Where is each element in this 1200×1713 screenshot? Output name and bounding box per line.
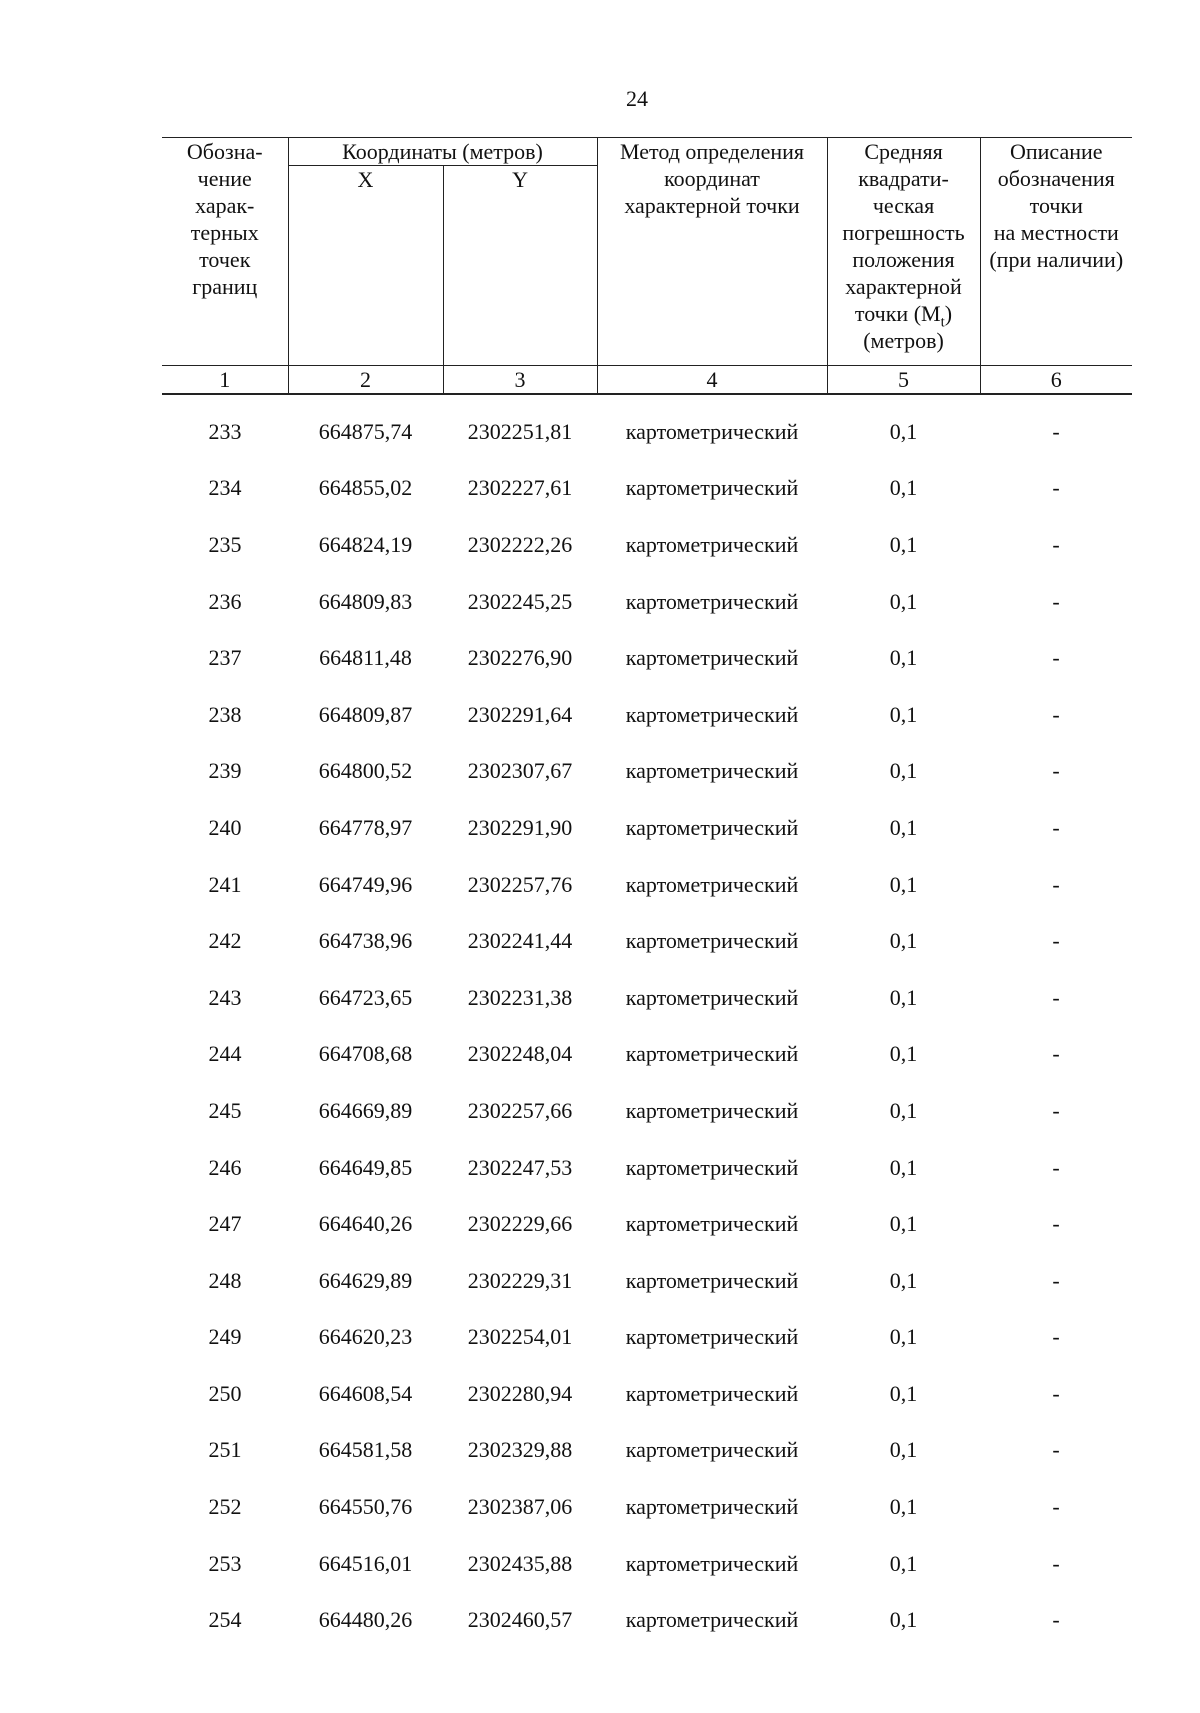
cell-method: картометрический bbox=[625, 1494, 799, 1520]
cell-x-coordinate: 664608,54 bbox=[318, 1380, 413, 1406]
cell-error: 0,1 bbox=[889, 984, 918, 1010]
cell-method: картометрический bbox=[625, 418, 799, 444]
cell-y-coordinate: 2302460,57 bbox=[467, 1607, 573, 1633]
cell-description: - bbox=[1052, 871, 1060, 897]
cell-method: картометрический bbox=[625, 814, 799, 840]
table-row bbox=[162, 1082, 1132, 1139]
cell-method: картометрический bbox=[625, 475, 799, 501]
cell-y-coordinate: 2302329,88 bbox=[467, 1437, 573, 1463]
cell-y-coordinate: 2302280,94 bbox=[467, 1380, 573, 1406]
column-number: 5 bbox=[827, 366, 980, 395]
table-row bbox=[162, 1422, 1132, 1479]
cell-method: картометрический bbox=[625, 1041, 799, 1067]
table-row bbox=[162, 856, 1132, 913]
cell-x-coordinate: 664855,02 bbox=[318, 475, 413, 501]
table-row bbox=[162, 460, 1132, 517]
cell-error: 0,1 bbox=[889, 1607, 918, 1633]
cell-point-number: 244 bbox=[208, 1041, 242, 1067]
cell-point-number: 239 bbox=[208, 758, 242, 784]
cell-description: - bbox=[1052, 1437, 1060, 1463]
cell-x-coordinate: 664824,19 bbox=[318, 531, 413, 557]
cell-description: - bbox=[1052, 1211, 1060, 1237]
cell-point-number: 250 bbox=[208, 1380, 242, 1406]
cell-x-coordinate: 664749,96 bbox=[318, 871, 413, 897]
cell-description: - bbox=[1052, 475, 1060, 501]
table-row bbox=[162, 1139, 1132, 1196]
column-number: 4 bbox=[597, 366, 827, 395]
coordinates-table bbox=[162, 137, 1132, 1648]
table-row bbox=[162, 743, 1132, 800]
cell-error: 0,1 bbox=[889, 1437, 918, 1463]
cell-x-coordinate: 664723,65 bbox=[318, 984, 413, 1010]
cell-description: - bbox=[1052, 1607, 1060, 1633]
cell-x-coordinate: 664809,87 bbox=[318, 701, 413, 727]
cell-description: - bbox=[1052, 1154, 1060, 1180]
cell-point-number: 248 bbox=[208, 1267, 242, 1293]
cell-x-coordinate: 664738,96 bbox=[318, 928, 413, 954]
cell-x-coordinate: 664516,01 bbox=[318, 1550, 413, 1576]
cell-point-number: 242 bbox=[208, 928, 242, 954]
cell-y-coordinate: 2302257,76 bbox=[467, 871, 573, 897]
cell-description: - bbox=[1052, 814, 1060, 840]
cell-error: 0,1 bbox=[889, 1154, 918, 1180]
cell-error: 0,1 bbox=[889, 1211, 918, 1237]
page-number: 24 bbox=[626, 86, 648, 111]
table-header bbox=[162, 138, 1132, 395]
column-numbers-row bbox=[162, 366, 1132, 395]
table-row bbox=[162, 1478, 1132, 1535]
cell-y-coordinate: 2302291,64 bbox=[467, 701, 573, 727]
cell-method: картометрический bbox=[625, 1211, 799, 1237]
table-row bbox=[162, 1535, 1132, 1592]
cell-error: 0,1 bbox=[889, 1041, 918, 1067]
cell-y-coordinate: 2302241,44 bbox=[467, 928, 573, 954]
table-row bbox=[162, 799, 1132, 856]
cell-x-coordinate: 664581,58 bbox=[318, 1437, 413, 1463]
cell-x-coordinate: 664629,89 bbox=[318, 1267, 413, 1293]
cell-method: картометрический bbox=[625, 1380, 799, 1406]
header-method: Метод определения координат характерной точки bbox=[597, 138, 827, 366]
header-coordinates-group: Координаты (метров) bbox=[288, 138, 597, 166]
cell-error: 0,1 bbox=[889, 588, 918, 614]
cell-method: картометрический bbox=[625, 1437, 799, 1463]
cell-y-coordinate: 2302229,31 bbox=[467, 1267, 573, 1293]
cell-x-coordinate: 664550,76 bbox=[318, 1494, 413, 1520]
cell-point-number: 254 bbox=[208, 1607, 242, 1633]
cell-y-coordinate: 2302229,66 bbox=[467, 1211, 573, 1237]
cell-method: картометрический bbox=[625, 871, 799, 897]
table-row bbox=[162, 1365, 1132, 1422]
cell-x-coordinate: 664480,26 bbox=[318, 1607, 413, 1633]
cell-y-coordinate: 2302254,01 bbox=[467, 1324, 573, 1350]
cell-y-coordinate: 2302307,67 bbox=[467, 758, 573, 784]
cell-method: картометрический bbox=[625, 758, 799, 784]
table-row bbox=[162, 912, 1132, 969]
cell-x-coordinate: 664669,89 bbox=[318, 1097, 413, 1123]
cell-error: 0,1 bbox=[889, 1097, 918, 1123]
cell-description: - bbox=[1052, 928, 1060, 954]
cell-description: - bbox=[1052, 1041, 1060, 1067]
cell-error: 0,1 bbox=[889, 1494, 918, 1520]
cell-point-number: 235 bbox=[208, 531, 242, 557]
cell-point-number: 253 bbox=[208, 1550, 242, 1576]
header-x: X bbox=[288, 166, 443, 366]
cell-x-coordinate: 664811,48 bbox=[319, 645, 412, 671]
cell-error: 0,1 bbox=[889, 871, 918, 897]
cell-x-coordinate: 664809,83 bbox=[318, 588, 413, 614]
cell-y-coordinate: 2302387,06 bbox=[467, 1494, 573, 1520]
cell-error: 0,1 bbox=[889, 1267, 918, 1293]
cell-description: - bbox=[1052, 645, 1060, 671]
cell-x-coordinate: 664620,23 bbox=[318, 1324, 413, 1350]
table-row bbox=[162, 686, 1132, 743]
cell-y-coordinate: 2302247,53 bbox=[467, 1154, 573, 1180]
cell-method: картометрический bbox=[625, 1324, 799, 1350]
cell-point-number: 237 bbox=[208, 645, 242, 671]
column-number: 3 bbox=[443, 366, 597, 395]
cell-y-coordinate: 2302222,26 bbox=[467, 531, 573, 557]
cell-error: 0,1 bbox=[889, 645, 918, 671]
cell-error: 0,1 bbox=[889, 1324, 918, 1350]
cell-x-coordinate: 664875,74 bbox=[318, 418, 413, 444]
cell-y-coordinate: 2302291,90 bbox=[467, 814, 573, 840]
cell-description: - bbox=[1052, 588, 1060, 614]
cell-description: - bbox=[1052, 758, 1060, 784]
cell-point-number: 236 bbox=[208, 588, 242, 614]
cell-point-number: 243 bbox=[208, 984, 242, 1010]
table-row bbox=[162, 394, 1132, 460]
cell-x-coordinate: 664640,26 bbox=[318, 1211, 413, 1237]
cell-description: - bbox=[1052, 1380, 1060, 1406]
cell-error: 0,1 bbox=[889, 814, 918, 840]
cell-description: - bbox=[1052, 418, 1060, 444]
cell-y-coordinate: 2302257,66 bbox=[467, 1097, 573, 1123]
cell-y-coordinate: 2302435,88 bbox=[467, 1550, 573, 1576]
cell-method: картометрический bbox=[625, 1550, 799, 1576]
cell-method: картометрический bbox=[625, 645, 799, 671]
column-number: 1 bbox=[162, 366, 288, 395]
cell-y-coordinate: 2302231,38 bbox=[467, 984, 573, 1010]
table-row bbox=[162, 1195, 1132, 1252]
table-row bbox=[162, 1591, 1132, 1648]
cell-error: 0,1 bbox=[889, 928, 918, 954]
cell-error: 0,1 bbox=[889, 758, 918, 784]
table-row bbox=[162, 573, 1132, 630]
table-row bbox=[162, 1309, 1132, 1366]
cell-y-coordinate: 2302227,61 bbox=[467, 475, 573, 501]
cell-description: - bbox=[1052, 1324, 1060, 1350]
cell-error: 0,1 bbox=[889, 1380, 918, 1406]
cell-point-number: 249 bbox=[208, 1324, 242, 1350]
cell-method: картометрический bbox=[625, 1154, 799, 1180]
header-mean-square-error: Средняя квадрати- ческая погрешность положения характерной точки $(M_t)$ (метров) bbox=[827, 138, 980, 366]
cell-point-number: 252 bbox=[208, 1494, 242, 1520]
cell-description: - bbox=[1052, 701, 1060, 727]
cell-point-number: 240 bbox=[208, 814, 242, 840]
cell-y-coordinate: 2302248,04 bbox=[467, 1041, 573, 1067]
cell-description: - bbox=[1052, 531, 1060, 557]
cell-error: 0,1 bbox=[889, 475, 918, 501]
cell-description: - bbox=[1052, 1097, 1060, 1123]
cell-error: 0,1 bbox=[889, 531, 918, 557]
column-number: 6 bbox=[980, 366, 1132, 395]
table-body bbox=[162, 394, 1132, 1648]
cell-description: - bbox=[1052, 1494, 1060, 1520]
cell-y-coordinate: 2302251,81 bbox=[467, 418, 573, 444]
cell-description: - bbox=[1052, 984, 1060, 1010]
column-number: 2 bbox=[288, 366, 443, 395]
table-row bbox=[162, 1252, 1132, 1309]
cell-method: картометрический bbox=[625, 701, 799, 727]
subscript-t: t bbox=[940, 314, 945, 331]
cell-method: картометрический bbox=[625, 1267, 799, 1293]
header-y: Y bbox=[443, 166, 597, 366]
table-row bbox=[162, 969, 1132, 1026]
cell-method: картометрический bbox=[625, 531, 799, 557]
cell-error: 0,1 bbox=[889, 701, 918, 727]
cell-point-number: 246 bbox=[208, 1154, 242, 1180]
cell-x-coordinate: 664800,52 bbox=[318, 758, 413, 784]
cell-method: картометрический bbox=[625, 1607, 799, 1633]
cell-point-number: 245 bbox=[208, 1097, 242, 1123]
cell-x-coordinate: 664778,97 bbox=[318, 814, 413, 840]
cell-error: 0,1 bbox=[889, 1550, 918, 1576]
cell-y-coordinate: 2302245,25 bbox=[467, 588, 573, 614]
cell-point-number: 241 bbox=[208, 871, 242, 897]
cell-point-number: 234 bbox=[208, 475, 242, 501]
cell-x-coordinate: 664708,68 bbox=[318, 1041, 413, 1067]
cell-point-number: 247 bbox=[208, 1211, 242, 1237]
header-point-designation: Обозна- чение харак- терных точек границ bbox=[162, 138, 288, 366]
cell-x-coordinate: 664649,85 bbox=[318, 1154, 413, 1180]
cell-description: - bbox=[1052, 1550, 1060, 1576]
cell-error: 0,1 bbox=[889, 418, 918, 444]
cell-method: картометрический bbox=[625, 1097, 799, 1123]
cell-point-number: 233 bbox=[208, 418, 242, 444]
cell-y-coordinate: 2302276,90 bbox=[467, 645, 573, 671]
table-row bbox=[162, 1026, 1132, 1083]
cell-point-number: 251 bbox=[208, 1437, 242, 1463]
cell-method: картометрический bbox=[625, 928, 799, 954]
table-row bbox=[162, 629, 1132, 686]
table-row bbox=[162, 516, 1132, 573]
cell-method: картометрический bbox=[625, 984, 799, 1010]
cell-point-number: 238 bbox=[208, 701, 242, 727]
header-description: Описание обозначения точки на местности (при наличии) bbox=[980, 138, 1132, 366]
cell-description: - bbox=[1052, 1267, 1060, 1293]
cell-method: картометрический bbox=[625, 588, 799, 614]
